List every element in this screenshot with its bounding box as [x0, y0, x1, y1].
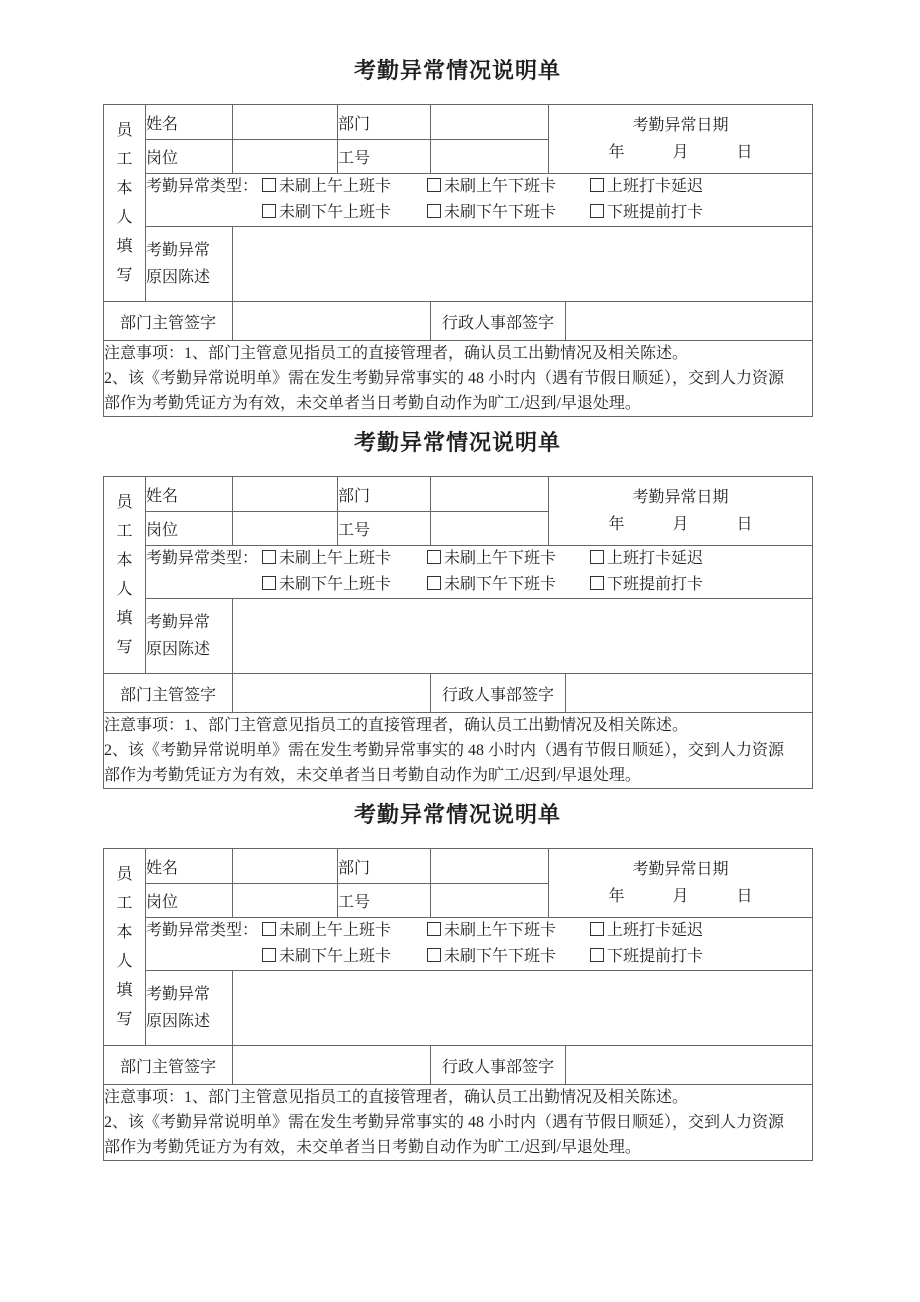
- checkbox-icon[interactable]: [262, 576, 276, 590]
- attendance-form-section: [103, 426, 812, 789]
- hr-signature-cell[interactable]: [566, 674, 813, 713]
- reason-label-line2: 原因陈述: [146, 641, 211, 658]
- checkbox-label: 下班提前打卡: [607, 948, 704, 965]
- date-placeholder[interactable]: 年 月 日: [608, 516, 753, 533]
- checkbox-label: 未刷下午下班卡: [444, 204, 557, 221]
- checkbox-item[interactable]: [427, 944, 590, 970]
- checkbox-icon[interactable]: [427, 576, 441, 590]
- position-value-cell[interactable]: [233, 884, 338, 918]
- checkbox-icon[interactable]: [590, 922, 604, 936]
- checkbox-label: 下班提前打卡: [607, 204, 704, 221]
- checkbox-label: 下班提前打卡: [607, 576, 704, 593]
- checkbox-item[interactable]: [590, 174, 812, 200]
- reason-label-line1: 考勤异常: [146, 986, 211, 1003]
- attendance-table: [103, 104, 813, 417]
- position-label: 岗位: [146, 140, 233, 174]
- name-label: 姓名: [146, 105, 233, 140]
- checkbox-item[interactable]: [262, 546, 427, 572]
- attendance-form-section: [103, 798, 812, 1161]
- checkbox-label: 未刷下午下班卡: [444, 948, 557, 965]
- department-value-cell[interactable]: [431, 105, 549, 140]
- manager-sign-label: 部门主管签字: [104, 1046, 233, 1085]
- employee-id-value-cell[interactable]: [431, 512, 549, 546]
- form-title: 考勤异常情况说明单: [353, 430, 561, 455]
- notes-cell: [104, 713, 813, 789]
- checkbox-icon[interactable]: [590, 178, 604, 192]
- employee-id-label: 工号: [338, 140, 431, 174]
- hr-signature-cell[interactable]: [566, 302, 813, 341]
- checkbox-icon[interactable]: [262, 178, 276, 192]
- note-line: 注意事项：1、部门主管意见指员工的直接管理者，确认员工出勤情况及相关陈述。: [104, 717, 689, 734]
- checkbox-item[interactable]: [427, 200, 590, 226]
- checkbox-label: 未刷下午上班卡: [279, 576, 392, 593]
- checkbox-icon[interactable]: [427, 948, 441, 962]
- position-label: 岗位: [146, 884, 233, 918]
- manager-signature-cell[interactable]: [233, 1046, 431, 1085]
- attendance-table: [103, 848, 813, 1161]
- checkbox-item[interactable]: [427, 174, 590, 200]
- date-cell[interactable]: [549, 477, 813, 546]
- reason-label-line2: 原因陈述: [146, 1013, 211, 1030]
- reason-value-cell[interactable]: [233, 227, 813, 302]
- abnormal-type-cell: [146, 174, 813, 227]
- date-placeholder[interactable]: 年 月 日: [608, 144, 753, 161]
- manager-signature-cell[interactable]: [233, 302, 431, 341]
- writer-column-cell: [104, 477, 146, 674]
- writer-column-cell: [104, 849, 146, 1046]
- checkbox-item[interactable]: [590, 918, 812, 944]
- reason-value-cell[interactable]: [233, 971, 813, 1046]
- reason-label: [146, 227, 233, 302]
- department-label: 部门: [338, 105, 431, 140]
- checkbox-label: 未刷上午下班卡: [444, 550, 557, 567]
- note-line: 2、该《考勤异常说明单》需在发生考勤异常事实的 48 小时内（遇有节假日顺延），交到人力资源: [104, 1114, 785, 1131]
- writer-vertical-label: 员工本人填写: [116, 494, 133, 656]
- checkbox-icon[interactable]: [262, 948, 276, 962]
- note-line: 注意事项：1、部门主管意见指员工的直接管理者，确认员工出勤情况及相关陈述。: [104, 345, 689, 362]
- abnormal-type-cell: [146, 546, 813, 599]
- checkbox-icon[interactable]: [262, 550, 276, 564]
- checkbox-icon[interactable]: [262, 204, 276, 218]
- attendance-form-section: [103, 54, 812, 417]
- department-label: 部门: [338, 849, 431, 884]
- hr-sign-label: 行政人事部签字: [431, 674, 566, 713]
- checkbox-item[interactable]: [590, 200, 812, 226]
- checkbox-label: 未刷上午下班卡: [444, 178, 557, 195]
- abnormal-type-cell: [146, 918, 813, 971]
- checkbox-icon[interactable]: [262, 922, 276, 936]
- note-line: 注意事项：1、部门主管意见指员工的直接管理者，确认员工出勤情况及相关陈述。: [104, 1089, 689, 1106]
- checkbox-item[interactable]: [262, 572, 427, 598]
- writer-column-cell: [104, 105, 146, 302]
- attendance-table: [103, 476, 813, 789]
- form-title: 考勤异常情况说明单: [353, 58, 561, 83]
- name-value-cell[interactable]: [233, 105, 338, 140]
- manager-sign-label: 部门主管签字: [104, 674, 233, 713]
- department-value-cell[interactable]: [431, 849, 549, 884]
- checkbox-item[interactable]: [590, 944, 812, 970]
- checkbox-label: 未刷下午上班卡: [279, 204, 392, 221]
- reason-label-line1: 考勤异常: [146, 242, 211, 259]
- reason-label: [146, 971, 233, 1046]
- reason-value-cell[interactable]: [233, 599, 813, 674]
- abnormal-type-label: 考勤异常类型：: [146, 922, 259, 939]
- date-placeholder[interactable]: 年 月 日: [608, 888, 753, 905]
- checkbox-icon[interactable]: [590, 204, 604, 218]
- hr-signature-cell[interactable]: [566, 1046, 813, 1085]
- date-label: 考勤异常日期: [632, 117, 729, 134]
- name-label: 姓名: [146, 849, 233, 884]
- checkbox-label: 未刷上午上班卡: [279, 178, 392, 195]
- checkbox-label: 上班打卡延迟: [607, 178, 704, 195]
- employee-id-label: 工号: [338, 884, 431, 918]
- reason-label-line2: 原因陈述: [146, 269, 211, 286]
- employee-id-value-cell[interactable]: [431, 884, 549, 918]
- checkbox-item[interactable]: [262, 174, 427, 200]
- hr-sign-label: 行政人事部签字: [431, 1046, 566, 1085]
- checkbox-icon[interactable]: [590, 948, 604, 962]
- checkbox-label: 未刷上午上班卡: [279, 922, 392, 939]
- manager-signature-cell[interactable]: [233, 674, 431, 713]
- manager-sign-label: 部门主管签字: [104, 302, 233, 341]
- note-line: 部作为考勤凭证方为有效，未交单者当日考勤自动作为旷工/迟到/早退处理。: [104, 395, 641, 412]
- reason-label: [146, 599, 233, 674]
- name-label: 姓名: [146, 477, 233, 512]
- checkbox-label: 未刷下午下班卡: [444, 576, 557, 593]
- checkbox-item[interactable]: [427, 546, 590, 572]
- checkbox-item[interactable]: [262, 918, 427, 944]
- note-line: 2、该《考勤异常说明单》需在发生考勤异常事实的 48 小时内（遇有节假日顺延），交到人力资源: [104, 742, 785, 759]
- name-value-cell[interactable]: [233, 477, 338, 512]
- employee-id-label: 工号: [338, 512, 431, 546]
- checkbox-icon[interactable]: [427, 550, 441, 564]
- hr-sign-label: 行政人事部签字: [431, 302, 566, 341]
- checkbox-icon[interactable]: [427, 204, 441, 218]
- date-label: 考勤异常日期: [632, 861, 729, 878]
- writer-vertical-label: 员工本人填写: [116, 866, 133, 1028]
- checkbox-label: 上班打卡延迟: [607, 550, 704, 567]
- checkbox-label: 未刷下午上班卡: [279, 948, 392, 965]
- checkbox-item[interactable]: [427, 918, 590, 944]
- position-value-cell[interactable]: [233, 140, 338, 174]
- writer-vertical-label: 员工本人填写: [116, 122, 133, 284]
- department-label: 部门: [338, 477, 431, 512]
- date-label: 考勤异常日期: [632, 489, 729, 506]
- note-line: 部作为考勤凭证方为有效，未交单者当日考勤自动作为旷工/迟到/早退处理。: [104, 1139, 641, 1156]
- checkbox-label: 未刷上午上班卡: [279, 550, 392, 567]
- checkbox-icon[interactable]: [590, 550, 604, 564]
- position-value-cell[interactable]: [233, 512, 338, 546]
- checkbox-icon[interactable]: [427, 178, 441, 192]
- checkbox-item[interactable]: [427, 572, 590, 598]
- employee-id-value-cell[interactable]: [431, 140, 549, 174]
- date-cell[interactable]: [549, 849, 813, 918]
- checkbox-item[interactable]: [262, 944, 427, 970]
- reason-label-line1: 考勤异常: [146, 614, 211, 631]
- checkbox-icon[interactable]: [590, 576, 604, 590]
- notes-cell: [104, 1085, 813, 1161]
- abnormal-type-label: 考勤异常类型：: [146, 550, 259, 567]
- checkbox-icon[interactable]: [427, 922, 441, 936]
- checkbox-item[interactable]: [262, 200, 427, 226]
- checkbox-item[interactable]: [590, 572, 812, 598]
- note-line: 2、该《考勤异常说明单》需在发生考勤异常事实的 48 小时内（遇有节假日顺延），交到人力资源: [104, 370, 785, 387]
- department-value-cell[interactable]: [431, 477, 549, 512]
- date-cell[interactable]: [549, 105, 813, 174]
- abnormal-type-label: 考勤异常类型：: [146, 178, 259, 195]
- notes-cell: [104, 341, 813, 417]
- checkbox-item[interactable]: [590, 546, 812, 572]
- note-line: 部作为考勤凭证方为有效，未交单者当日考勤自动作为旷工/迟到/早退处理。: [104, 767, 641, 784]
- checkbox-label: 上班打卡延迟: [607, 922, 704, 939]
- checkbox-label: 未刷上午下班卡: [444, 922, 557, 939]
- form-title: 考勤异常情况说明单: [353, 802, 561, 827]
- position-label: 岗位: [146, 512, 233, 546]
- name-value-cell[interactable]: [233, 849, 338, 884]
